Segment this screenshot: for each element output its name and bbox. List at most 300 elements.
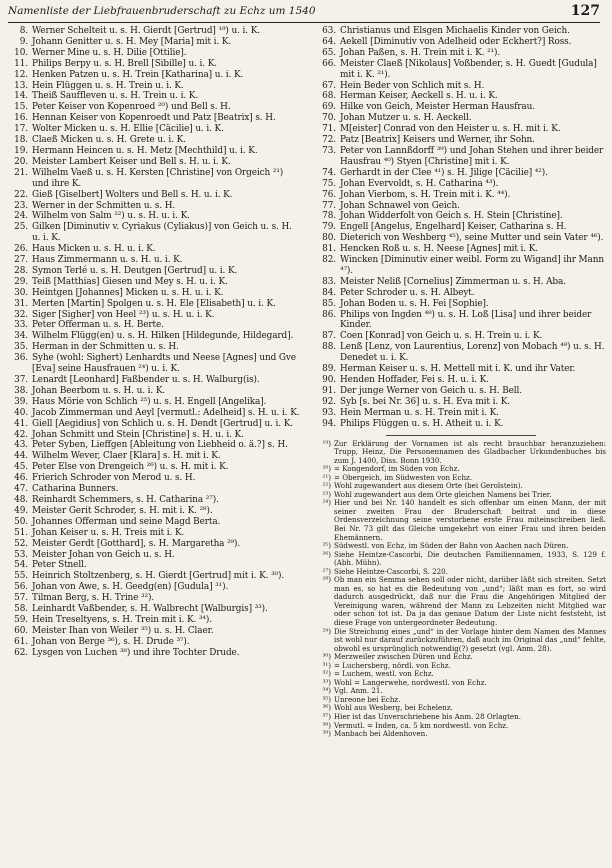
member-entry-text: Peter Else von Drengeich ²⁶) u. s. H. mit i. K. [32,462,229,473]
member-entry [8,615,300,626]
footnote-text: Zur Erklärung der Vornamen ist als recht brauchbar heranzuziehen: Trupp, Heinz, Die Personennamen des Gladbacher Urkundenbuches bis zum J. 1400, Diss. Bonn 1930. [334,438,606,465]
member-entry-number: 38. [14,385,28,396]
member-entry-text: Johan von Berge ³⁶), s. H. Drude ³⁷). [32,636,190,647]
member-entry [8,70,300,81]
footnote-number: ²⁶) [322,549,331,559]
member-entry-number: 90. [322,375,336,385]
member-entry-text: Jacob Zimmerman und Aeyl [vermutl.: Adelheid] s. H. u. i. K. [32,407,300,418]
member-entry [316,386,606,397]
member-entry-number: 60. [14,625,28,636]
member-entry-number: 21. [14,167,28,178]
member-entry-number: 10. [14,47,28,58]
footnote-number: ³⁶) [322,703,331,713]
member-entry-number: 55. [14,571,28,582]
member-entry-number: 40. [14,407,28,418]
footnote-number: ³⁴) [322,686,331,696]
member-entry-number: 94. [322,418,336,429]
member-entry-text: Wilhelm Vaeß u. s. H. Kersten [Christine] von Orgeich ²¹) und ihre K. [32,167,284,189]
member-entry-text: Merten [Martin] Spolgen u. s. H. Ele [Elisabeth] u. i. K. [32,298,276,309]
footnotes [316,440,606,739]
member-entry-text: Meister Johan von Geich u. s. H. [32,549,175,560]
member-entry-number: 28. [14,265,28,276]
member-entry-number: 29. [14,276,28,287]
member-entry-number: 42. [14,429,28,440]
member-entry [8,386,300,397]
member-entry-number: 30. [14,287,28,298]
member-entry [316,364,606,375]
member-entry-text: Lenß [Lenz, von Laurentius, Lorenz] von Mobach ⁴⁹) u. s. H. Denedet u. i. K. [340,342,605,364]
member-entry [316,288,606,299]
member-entry-text: Theiß Sauffleven u. s. H. Trein u. i. K. [32,91,199,102]
member-entry-text: Johan Schmitt und Stein [Christine] s. H. u. i. K. [32,429,244,440]
member-entry [316,91,606,102]
member-entry-number: 12. [14,69,28,80]
footnote-number: ²⁰) [322,464,331,474]
member-entry-number: 80. [322,233,336,244]
member-entry [8,201,300,212]
member-entry-text: Syb [s. bei Nr. 36] u. s. H. Eva mit i. K. [340,396,511,407]
member-entry-number: 92. [322,396,336,407]
member-entry-text: Herman in der Schmitten u. s. H. [32,342,179,353]
member-entry-text: Peter Offerman u. s. H. Berte. [32,320,164,331]
member-entry [8,637,300,648]
member-entry-number: 46. [14,473,28,484]
member-entry-number: 88. [322,342,336,353]
member-entry-text: Claeß Micken u. s. H. Grete u. i. K. [32,135,186,146]
member-entry-text: Werner Mine u. s. H. Dilie [Ottilie]. [32,47,187,58]
member-entry-number: 77. [322,200,336,211]
member-entry-text: Hein Beder von Schlich mit s. H. [340,80,485,91]
footnote-number: ³⁰) [322,652,331,662]
right-column [316,26,606,739]
member-entry-number: 15. [14,102,28,113]
member-entry-number: 63. [322,26,336,36]
footnote [316,499,606,542]
member-entry-number: 89. [322,364,336,375]
member-entry-number: 86. [322,309,336,320]
member-entry-text: Engell [Angelus, Engelhard] Keiser, Catharina s. H. [340,222,567,233]
member-entry-text: Johan Schnawel von Geich. [340,200,460,211]
member-entry [316,310,606,332]
member-entry-text: Giell [Aegidius] von Schlich u. s. H. Dendt [Gertrud] u. i. K. [32,418,293,429]
member-entry [316,419,606,430]
member-entry-text: Heintgen [Johannes] Micken u. s. H. u. i. K. [32,287,224,298]
member-entry [8,190,300,201]
footnote-text: Wohl zugewandert aus dem Orte gleichen Namens bei Trier. [334,489,552,499]
member-entry-text: Reinhardt Schemmers, s. H. Catharina ²⁷). [32,494,219,505]
member-entry-number: 34. [14,331,28,342]
member-entry-number: 35. [14,342,28,353]
footnote-number: ²⁸) [322,575,331,585]
member-entry-text: Haus Zimmermann u. s. H. u. i. K. [32,255,183,266]
member-entry-number: 14. [14,91,28,102]
member-entry [8,255,300,266]
footnote-text: Südwestl. von Echz, im Süden der Bahn von Aachen nach Düren. [334,541,569,551]
member-entry [316,211,606,222]
member-entry-number: 49. [14,505,28,516]
member-entry [8,517,300,528]
member-entry [8,266,300,277]
member-entry [8,604,300,615]
member-entry-text: Philips Berpy u. s. H. Brell [Sibille] u. i. K. [32,58,217,69]
member-entry-number: 78. [322,211,336,222]
member-entry [316,375,606,386]
member-entry-number: 66. [322,58,336,69]
member-entry [8,299,300,310]
member-entry [316,277,606,288]
member-entry [8,135,300,146]
member-entry [8,506,300,517]
member-entry-text: Peter Keiser von Kopenroed ²⁰) und Bell s. H. [32,102,231,113]
footnote-number: ¹⁹) [322,438,331,448]
member-entry-number: 72. [322,135,336,146]
member-entry [8,550,300,561]
member-entry-text: Johan Mutzer u. s. H. Aeckell. [340,113,472,124]
member-entry [316,233,606,244]
member-entry-text: Johan von Awe, s. H. Geedg(en) [Gudula] ³¹). [32,582,229,593]
member-entry-number: 13. [14,80,28,91]
running-title: Namenliste der Liebfrauenbruderschaft zu Echz um 1540 [8,5,316,17]
footnote-text: Unreone bei Echz. [334,694,401,704]
member-entry [8,408,300,419]
member-entry-number: 61. [14,636,28,647]
member-entry-number: 58. [14,604,28,615]
member-entry-text: Wolter Micken u. s. H. Ellie [Cäcilie] u. i. K. [32,124,224,135]
member-entry-number: 37. [14,375,28,385]
member-entry [8,146,300,157]
member-entry-number: 59. [14,614,28,625]
member-entry-text: Peter von Lannßdorff ³⁹) und Johan Stehen und ihrer beider Hausfrau ⁴⁰) Styen [Christine] mit i. K. [340,145,604,167]
member-entry-number: 54. [14,560,28,571]
member-entry-text: Johannes Offerman und seine Magd Berta. [32,516,221,527]
member-entry [316,102,606,113]
member-entry [316,124,606,135]
member-entry [8,495,300,506]
member-entry [8,168,300,190]
member-entry-text: Johann Genitter u. s. H. Mey [Maria] mit i. K. [32,36,232,47]
member-entry-text: Philips Flüggen u. s. H. Atheit u. i. K. [340,418,504,429]
member-entry [8,626,300,637]
footnote-text: Manbach bei Aldenhoven. [334,729,428,739]
member-entry-number: 50. [14,516,28,527]
member-entry-number: 8. [19,26,28,36]
member-entry-number: 23. [14,200,28,211]
member-entry [316,135,606,146]
member-entry-text: Leinhardt Vaßbender, s. H. Walbrecht [Walburgis] ³³). [32,604,268,615]
member-entry-number: 22. [14,189,28,200]
member-entry-number: 39. [14,396,28,407]
member-entry-number: 69. [322,102,336,113]
member-entry-number: 75. [322,178,336,189]
member-entry [316,37,606,48]
footnote-text: Die Streichung eines „und“ in der Vorlage hinter dem Namen des Mannes ist wohl nur darauf zurückzuführen, daß auch im Original das „und“ fehlte, obwohl es ursprünglich notwendig(?) gesetzt (vgl. Anm. 28). [334,626,606,653]
footnote-text: Merzweiler zwischen Düren und Echz. [334,652,473,662]
member-entry [316,408,606,419]
member-entry-text: Gerhardt in der Clee ⁴¹) s. H. Jilige [Cäcilie] ⁴²). [340,167,548,178]
member-entry-number: 93. [322,407,336,418]
member-entry [316,113,606,124]
page-header [8,4,600,23]
member-entry-text: Heinrich Stoltzenberg, s. H. Gierdt [Gertrud] mit i. K. ³⁰). [32,571,285,582]
member-entry [316,168,606,179]
member-entry-text: Haus Mörie von Schlich ²⁵) u. s. H. Engell [Angelika]. [32,396,267,407]
member-entry-number: 87. [322,331,336,342]
member-entry [8,353,300,375]
member-entry-number: 11. [14,58,28,69]
member-entry [8,310,300,321]
member-entry [8,48,300,59]
footnote-text: Wohl aus Wesberg, bei Echelenz. [334,703,453,713]
member-entry-text: Werner in der Schmitten u. s. H. [32,200,176,211]
member-entry-text: Lenardt [Leonhard] Faßbender u. s. H. Walburg(is). [32,375,260,385]
member-entry-text: Meister Gerdt [Gotthard], s. H. Margaretha ²⁹). [32,538,241,549]
footnote-text: = Luchersberg, nördl. von Echz. [334,660,451,670]
member-entry-text: Johan Paßen, s. H. Trein mit i. K. ²¹). [340,47,501,58]
member-entry-number: 20. [14,156,28,167]
member-entry [8,37,300,48]
member-entry-number: 83. [322,276,336,287]
member-entry-text: Syhe (wohl: Sighert) Lenhardts und Neese [Agnes] und Gve [Eva] seine Hausfrauen ²⁴) u. i. K. [32,353,296,375]
footnote-text: Siehe Heintze-Cascorbi, S. 220. [334,566,448,576]
member-entry-text: Hein Flüggen u. s. H. Trein u. i. K. [32,80,184,91]
member-entry [8,124,300,135]
member-entry-number: 26. [14,244,28,255]
footnote-number: ²⁹) [322,626,331,636]
footnote-number: ²¹) [322,472,331,482]
footnote-number: ³⁵) [322,694,331,704]
member-entry [8,91,300,102]
member-entry-text: Henden Hoffader, Fei s. H. u. i. K. [340,375,489,385]
footnote-text: = Obergeich, im Südwesten von Echz. [334,472,473,482]
footnote-number: ³⁷) [322,712,331,722]
member-entry [8,331,300,342]
member-entry-number: 56. [14,582,28,593]
member-entry [316,179,606,190]
member-entry-text: Meister Claeß [Nikolaus] Voßbender, s. H. Guedt [Gudula] mit i. K. ²¹). [340,58,597,80]
member-entry-number: 31. [14,298,28,309]
footnote-number: ²⁴) [322,498,331,508]
member-entry [8,157,300,168]
member-entry-number: 70. [322,113,336,124]
member-entry-number: 84. [322,287,336,298]
member-entry-number: 85. [322,298,336,309]
member-entry-number: 51. [14,527,28,538]
member-entry-text: Herman Keiser u. s. H. Mettell mit i. K. und ihr Vater. [340,364,576,375]
member-entry [8,473,300,484]
member-entry-text: Henken Patzen u. s. H. Trein [Katharina] u. i. K. [32,69,244,80]
member-entry-number: 45. [14,462,28,473]
member-entry-number: 27. [14,255,28,266]
member-entry-text: Hennan Keiser von Kopenroedt und Patz [Beatrix] s. H. [32,113,276,124]
footnote-number: ²²) [322,481,331,491]
member-entry-text: Hencken Roß u. s. H. Neese [Agnes] mit i. K. [340,244,538,255]
member-entry-number: 47. [14,484,28,495]
member-entry [8,593,300,604]
footnote-text: Wohl zugewandert aus diesem Orte (bei Gerolstein). [334,481,523,491]
member-entry-text: Johan Keiser u. s. H. Treis mit i. K. [32,527,185,538]
member-entry [8,26,300,37]
member-entry [316,201,606,212]
member-entry-text: Wilhelm Flügg(en) u. s. H. Hilken [Hildegunde, Hildegard]. [32,331,294,342]
member-entry [316,255,606,277]
member-entry [8,342,300,353]
member-entry-text: Gilken [Diminutiv v. Cyriakus (Cyliakus)] von Geich u. s. H. u. i. K. [32,222,292,244]
member-entry-number: 24. [14,211,28,222]
footnote-number: ³¹) [322,660,331,670]
footnote-text: Ob man ein Semma sehen soll oder nicht, darüber läßt sich streiten. Setzt man es, so hat es die Bedeutung von „und“; läßt man es fort, so wird dadurch ausgedrückt, daß nur die Frau die Angehörigen Mitglied der Vereinigung waren, während der Mann zu Lebzeiten nicht Mitglied war oder schon tot ist. Da ja das genaue Datum der Liste nicht feststeht, ist diese Frage von untergeordneter Bedeutung. [334,575,606,628]
member-entry [8,571,300,582]
member-entry-text: Lysgen von Luchen ³⁸) und ihre Tochter Drude. [32,647,240,658]
member-entry-text: Wilhelm Wever, Claer [Klara] s. H. mit i. K. [32,451,221,462]
member-entry [8,397,300,408]
member-entry-text: Johan Vierbom, s. H. Trein mit i. K. ⁴⁴). [340,189,511,200]
member-entry [8,539,300,550]
member-entry-text: Haus Micken u. s. H. u. i. K. [32,244,156,255]
member-entry [8,462,300,473]
member-entry-text: Meister Lambert Keiser und Bell s. H. u. i. K. [32,156,231,167]
member-entry [8,648,300,659]
member-entry-number: 33. [14,320,28,331]
footnote [316,440,606,466]
footnote-text: = Kongendorf, im Süden von Echz. [334,464,460,474]
footnote-text: Wohl = Langerwehe, nordwestl. von Echz. [334,677,487,687]
member-entry-number: 41. [14,418,28,429]
member-entry-text: Peter Schroder u. s. H. Albeyt. [340,287,475,298]
member-entry [8,113,300,124]
member-entry-number: 91. [322,385,336,396]
member-entry-number: 25. [14,222,28,233]
member-entry-text: Christianus und Elsgen Michaelis Kinder von Geich. [340,26,570,36]
member-entry [8,59,300,70]
member-entry [8,440,300,451]
member-entry-number: 64. [322,36,336,47]
footnote [316,730,606,739]
member-entry [8,288,300,299]
member-entry-text: Hermann Heincen u. s. H. Metz [Mechthild] u. i. K. [32,145,258,156]
member-entry-text: Peter Syben, Lieffgen [Ableitung von Liebheid o. ä.?] s. H. [32,440,288,451]
member-entry-text: Meister Gerit Schroder, s. H. mit i. K. ²⁸). [32,505,213,516]
member-entry [316,397,606,408]
member-entry [8,222,300,244]
member-entry-number: 68. [322,91,336,102]
member-entry [8,81,300,92]
member-entry [8,211,300,222]
member-entry-number: 18. [14,135,28,146]
footnote [316,628,606,654]
member-entry-text: Tilman Berg, s. H. Trine ³²). [32,593,155,604]
member-entry-text: Johan Boden u. s. H. Fei [Sophie]. [340,298,489,309]
footnote-number: ³⁸) [322,720,331,730]
member-entry-text: Peter Stnell. [32,560,87,571]
member-list-continued [316,26,606,430]
member-entry-number: 17. [14,124,28,135]
member-entry [316,299,606,310]
footnote-text: Vermutl. = Inden, ca. 5 km nordwestl. von Echz. [334,720,509,730]
member-entry [316,146,606,168]
member-entry-text: Frierich Schroder von Merod u. s. H. [32,473,196,484]
member-entry [8,277,300,288]
member-entry-number: 62. [14,647,28,658]
member-entry [8,375,300,386]
member-entry-text: Herman Keiser, Aeckell s. H. u. i. K. [340,91,498,102]
member-entry-number: 48. [14,494,28,505]
member-entry [316,48,606,59]
member-entry [316,222,606,233]
member-entry-number: 32. [14,309,28,320]
member-entry-text: Dieterich von Weshberg ⁴⁵), seine Mutter und sein Vater ⁴⁶). [340,233,604,244]
footnote-number: ³⁹) [322,729,331,739]
member-entry-text: Wincken [Diminutiv einer weibl. Form zu Wigand] ihr Mann ⁴⁷). [340,255,604,276]
member-entry-number: 44. [14,451,28,462]
member-entry-number: 81. [322,244,336,255]
member-entry-text: Johan Widderfolt von Geich s. H. Stein [Christine]. [340,211,563,222]
member-entry-text: Meister Ihan von Weiler ³⁵) u. s. H. Claer. [32,625,214,636]
member-entry-text: Johan Evervoldt, s. H. Catharina ⁴³). [340,178,499,189]
member-entry [8,528,300,539]
member-entry-text: Wilhelm von Salm ²²) u. s. H. u. i. K. [32,211,190,222]
member-entry-number: 36. [14,353,28,364]
footnote-divider [386,435,536,436]
member-entry [8,582,300,593]
member-entry-number: 19. [14,145,28,156]
member-entry-text: Gieß [Giselbert] Wolters und Bell s. H. u. i. K. [32,189,233,200]
member-entry [8,484,300,495]
member-entry [8,419,300,430]
footnote-text: Siehe Heintze-Cascorbi, Die deutschen Familiennamen, 1933, S. 129 f. (Abh. Mühn). [334,549,606,568]
footnote-number: ²⁵) [322,541,331,551]
member-entry [316,244,606,255]
member-entry-number: 57. [14,593,28,604]
member-entry [316,81,606,92]
member-entry-number: 74. [322,167,336,178]
member-entry [8,320,300,331]
member-entry-text: Meister Neliß [Cornelius] Zimmerman u. s. H. Aba. [340,276,566,287]
footnote-text: Hier und bei Nr. 140 handelt es sich offenbar um einen Mann, der mit seiner zweiten Frau der Bruderschaft beitrat und in diese Ordensverzeichnung seine verstorbene erste Frau miteinschreiben ließ. Bei Nr. 73 gilt das Gleiche umgekehrt von einer Frau und ihren beiden Ehemännern. [334,498,606,542]
member-entry-text: Catharina Bunners. [32,484,119,495]
member-entry [316,331,606,342]
footnote-text: Vgl. Anm. 21. [334,686,383,696]
member-entry-number: 82. [322,255,336,266]
member-entry-text: Teiß [Matthias] Giesen und Mey s. H. u. i. K. [32,276,228,287]
member-entry-text: Siger [Sigher] von Heel ²³) u. s. H. u. i. K. [32,309,215,320]
member-entry [8,430,300,441]
member-entry [316,342,606,364]
left-column [8,26,300,659]
footnote [316,551,606,568]
footnote [316,576,606,627]
member-entry [8,244,300,255]
member-entry [316,59,606,81]
footnote-text: = Luchem, westl. von Echz. [334,669,434,679]
footnote-number: ³²) [322,669,331,679]
member-entry-number: 16. [14,113,28,124]
page-number: 127 [570,3,600,19]
member-entry-text: Hilke von Geich, Meister Herman Hausfrau. [340,102,535,113]
member-entry-number: 65. [322,47,336,58]
footnote-number: ³³) [322,677,331,687]
member-entry-number: 67. [322,80,336,91]
member-entry [8,560,300,571]
member-entry-text: Coen [Konrad] von Geich u. s. H. Trein u. i. K. [340,331,543,342]
member-entry-text: Symon Terlé u. s. H. Deutgen [Gertrud] u. i. K. [32,265,238,276]
member-entry-number: 9. [19,36,28,47]
member-entry-text: Philips von Ingden ⁴⁸) u. s. H. Loß [Lisa] und ihrer beider Kinder. [340,309,592,331]
member-entry-text: Johan Beerbom u. s. H. u. i. K. [32,385,166,396]
member-entry [316,26,606,37]
member-entry-text: Der junge Werner von Geich u. s. H. Bell. [340,385,522,396]
member-entry-text: Patz [Beatrix] Keisers und Werner, ihr Sohn. [340,135,535,146]
footnote-number: ²⁷) [322,566,331,576]
